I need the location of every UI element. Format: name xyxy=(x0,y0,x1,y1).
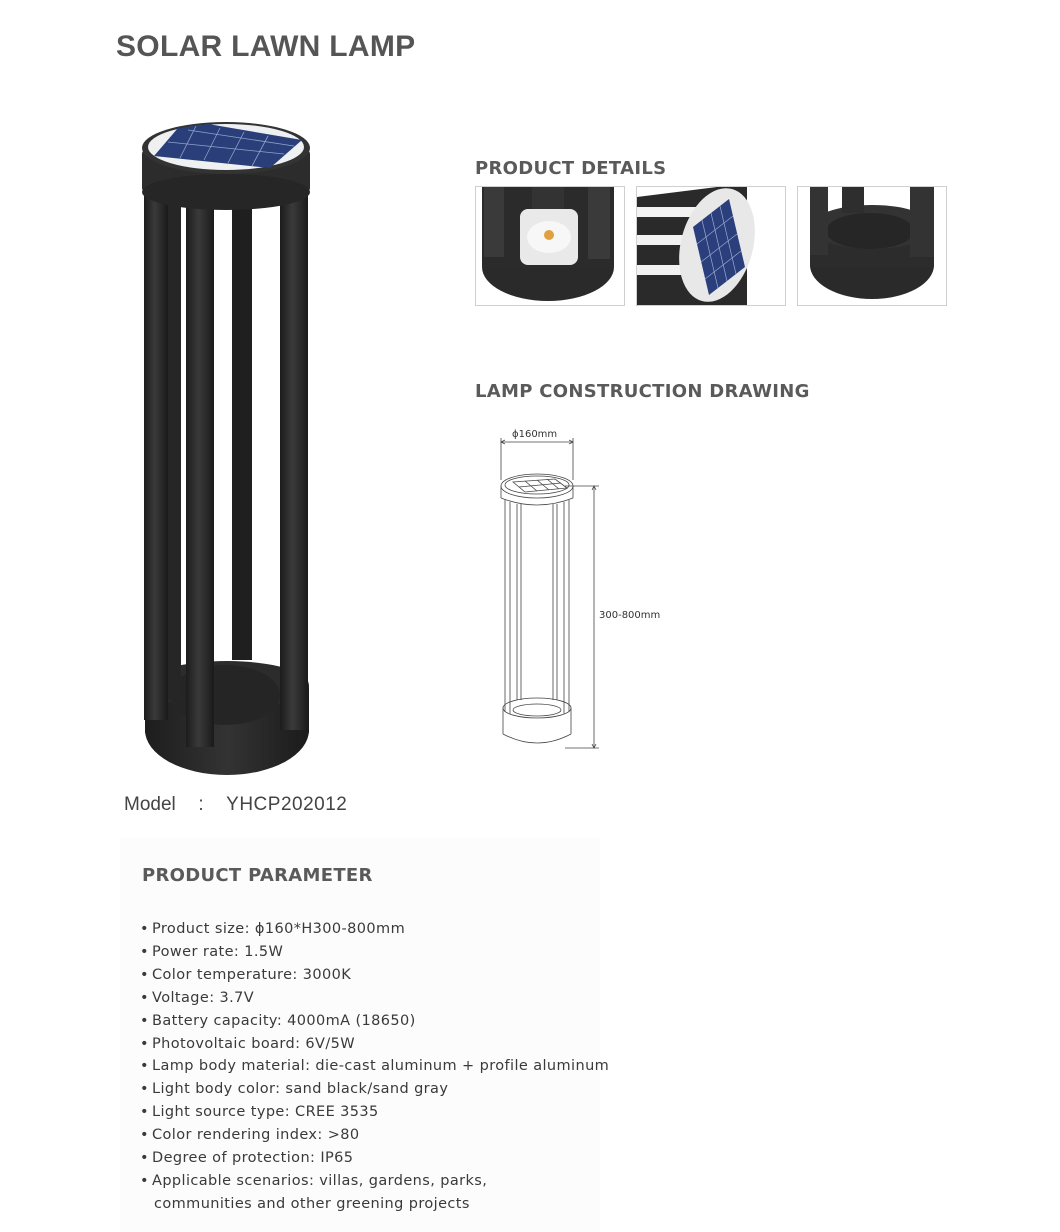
list-item: • Power rate: 1.5W xyxy=(140,943,284,960)
list-item: • Degree of protection: IP65 xyxy=(140,1150,354,1167)
page-title: SOLAR LAWN LAMP xyxy=(116,30,416,63)
list-item: • Lamp body material: die-cast aluminum + profile aluminum xyxy=(140,1058,610,1075)
list-item: • Color temperature: 3000K xyxy=(140,966,352,983)
list-item: • Battery capacity: 4000mA (18650) xyxy=(140,1012,416,1029)
diameter-label: ϕ160mm xyxy=(512,429,558,440)
product-details-heading: PRODUCT DETAILS xyxy=(475,158,667,179)
construction-drawing xyxy=(495,430,605,755)
list-item-continuation: communities and other greening projects xyxy=(154,1195,470,1212)
list-item: • Light source type: CREE 3535 xyxy=(140,1104,379,1121)
height-label: 300-800mm xyxy=(599,610,661,621)
construction-heading: LAMP CONSTRUCTION DRAWING xyxy=(475,381,810,402)
parameter-list xyxy=(140,918,609,1216)
detail-image-light-source xyxy=(475,186,625,306)
model-line xyxy=(124,794,347,816)
list-item: • Photovoltaic board: 6V/5W xyxy=(140,1035,355,1052)
list-item: • Light body color: sand black/sand gray xyxy=(140,1081,449,1098)
detail-image-base xyxy=(797,186,947,306)
lamp-product-image xyxy=(130,110,330,790)
model-separator: : xyxy=(198,794,204,815)
list-item: • Applicable scenarios: villas, gardens, parks, xyxy=(140,1172,488,1189)
list-item: • Color rendering index: >80 xyxy=(140,1127,360,1144)
detail-image-solar-panel xyxy=(636,186,786,306)
list-item: • Product size: ϕ160*H300-800mm xyxy=(140,921,406,937)
model-value: YHCP202012 xyxy=(226,794,348,815)
model-label: Model xyxy=(124,794,176,815)
parameter-heading: PRODUCT PARAMETER xyxy=(142,865,373,886)
list-item: • Voltage: 3.7V xyxy=(140,989,255,1006)
